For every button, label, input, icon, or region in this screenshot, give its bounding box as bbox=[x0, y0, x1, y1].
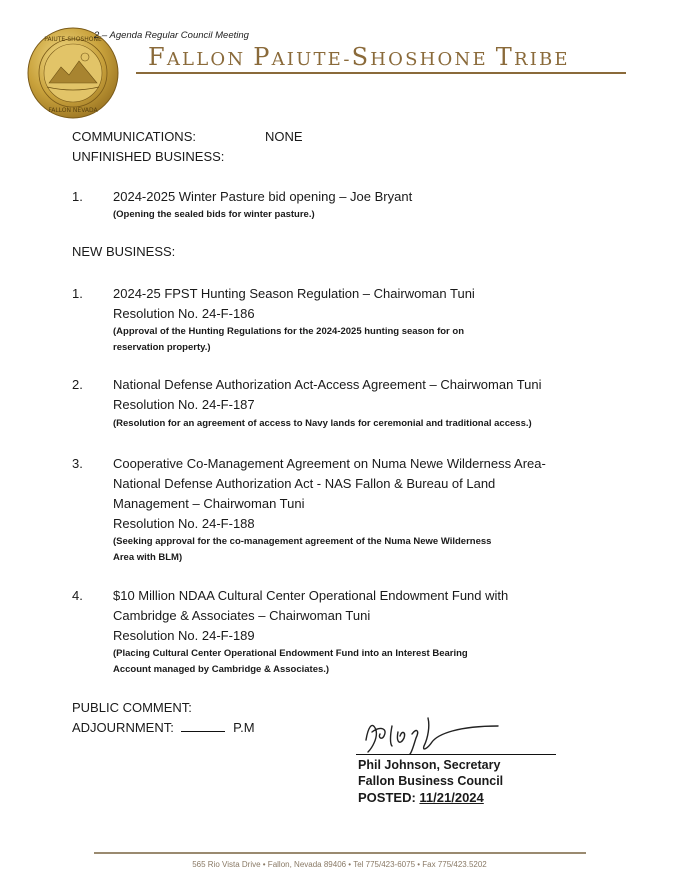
new-item-line: Management – Chairwoman Tuni bbox=[113, 496, 305, 511]
posted-label: POSTED: bbox=[358, 790, 416, 805]
new-item-note: Account managed by Cambridge & Associates.) bbox=[113, 664, 330, 675]
posted-row bbox=[358, 790, 484, 805]
new-item-number: 1. bbox=[72, 286, 83, 301]
posted-date: 11/21/2024 bbox=[419, 790, 484, 805]
new-item-resolution: Resolution No. 24-F-189 bbox=[113, 628, 255, 643]
new-item-resolution: Resolution No. 24-F-188 bbox=[113, 516, 255, 531]
new-item-note: (Resolution for an agreement of access to Navy lands for ceremonial and traditional access.) bbox=[113, 418, 532, 429]
new-item-note: reservation property.) bbox=[113, 342, 211, 353]
new-item-line: National Defense Authorization Act - NAS Fallon & Bureau of Land bbox=[113, 476, 496, 491]
new-item-number: 4. bbox=[72, 588, 83, 603]
new-item-number: 2. bbox=[72, 377, 83, 392]
public-comment-label: PUBLIC COMMENT: bbox=[72, 700, 192, 715]
unfinished-item-number: 1. bbox=[72, 189, 83, 204]
new-item-resolution: Resolution No. 24-F-187 bbox=[113, 397, 255, 412]
new-item-number: 3. bbox=[72, 456, 83, 471]
svg-text:PAIUTE-SHOSHONE: PAIUTE-SHOSHONE bbox=[44, 36, 102, 43]
footer-address: 565 Rio Vista Drive • Fallon, Nevada 89406 • Tel 775/423-6075 • Fax 775/423.5202 bbox=[192, 860, 487, 869]
unfinished-business-label: UNFINISHED BUSINESS: bbox=[72, 149, 225, 164]
header-divider bbox=[136, 72, 626, 74]
tribe-name-heading: FALLON PAIUTE-SHOSHONE TRIBE bbox=[148, 43, 570, 71]
new-item-resolution: Resolution No. 24-F-186 bbox=[113, 306, 255, 321]
new-item-note: (Approval of the Hunting Regulations for the 2024-2025 hunting season for on bbox=[113, 326, 464, 337]
new-item-note: (Seeking approval for the co-management agreement of the Numa Newe Wilderness bbox=[113, 536, 492, 547]
footer-divider bbox=[94, 852, 586, 854]
svg-text:FALLON NEVADA: FALLON NEVADA bbox=[48, 107, 98, 114]
unfinished-item-title: 2024-2025 Winter Pasture bid opening – Joe Bryant bbox=[113, 189, 413, 204]
new-business-label: NEW BUSINESS: bbox=[72, 244, 176, 259]
communications-label: COMMUNICATIONS: bbox=[72, 129, 196, 144]
signature-line bbox=[356, 754, 556, 755]
signature-image bbox=[358, 708, 548, 758]
new-item-line: $10 Million NDAA Cultural Center Operational Endowment Fund with bbox=[113, 588, 509, 603]
new-item-note: (Placing Cultural Center Operational Endowment Fund into an Interest Bearing bbox=[113, 648, 468, 659]
unfinished-item-note: (Opening the sealed bids for winter pasture.) bbox=[113, 209, 315, 220]
new-item-line: National Defense Authorization Act-Access Agreement – Chairwoman Tuni bbox=[113, 377, 542, 392]
new-item-line: Cooperative Co-Management Agreement on Numa Newe Wilderness Area- bbox=[113, 456, 546, 471]
new-item-line: Cambridge & Associates – Chairwoman Tuni bbox=[113, 608, 371, 623]
page-reference: 2 – Agenda Regular Council Meeting bbox=[94, 30, 249, 41]
adjournment-row bbox=[72, 720, 255, 735]
communications-value: NONE bbox=[265, 129, 303, 144]
new-item-line: 2024-25 FPST Hunting Season Regulation – Chairwoman Tuni bbox=[113, 286, 475, 301]
new-item-note: Area with BLM) bbox=[113, 552, 183, 563]
adjournment-suffix: P.M bbox=[233, 720, 255, 735]
council-name: Fallon Business Council bbox=[358, 774, 504, 788]
secretary-name: Phil Johnson, Secretary bbox=[358, 758, 501, 772]
adjournment-time-blank bbox=[181, 731, 225, 732]
adjournment-label: ADJOURNMENT: bbox=[72, 720, 174, 735]
